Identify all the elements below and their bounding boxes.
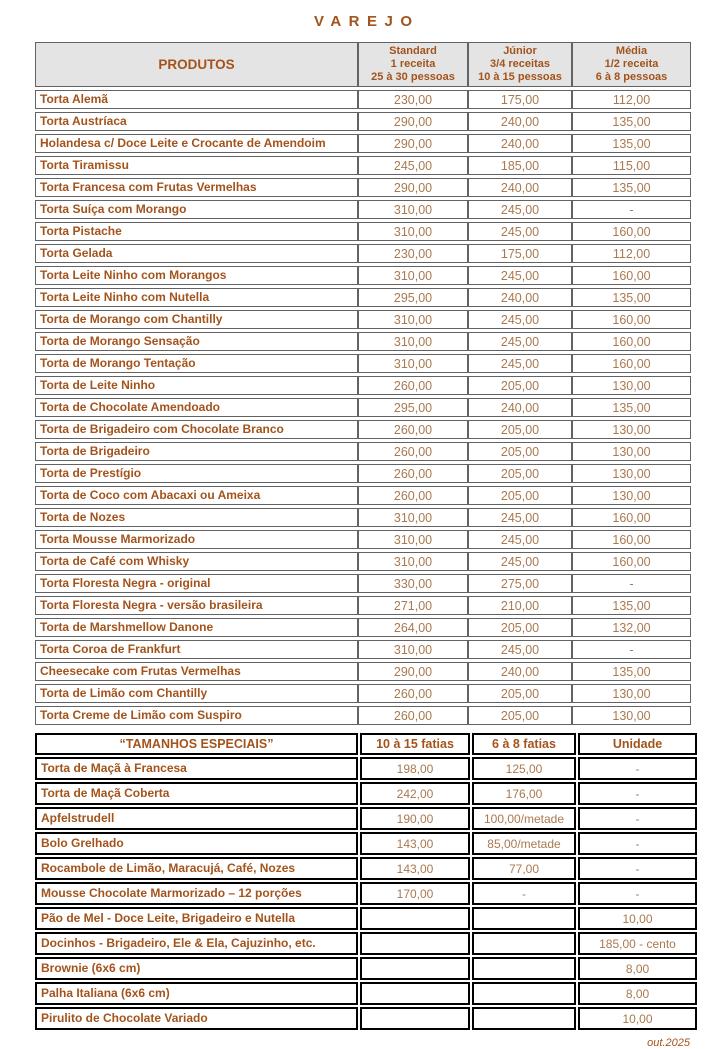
price-cell: 160,00	[572, 552, 691, 571]
price-cell: 85,00/metade	[472, 832, 576, 855]
column-recipe: 1 receita	[390, 58, 436, 70]
product-name-cell: Torta Creme de Limão com Suspiro	[35, 706, 358, 725]
product-row	[35, 552, 691, 571]
price-cell: 310,00	[358, 332, 468, 351]
price-cell: 205,00	[468, 464, 572, 483]
price-cell	[472, 982, 576, 1005]
column-title: Júnior	[503, 45, 537, 57]
price-cell: 240,00	[468, 178, 572, 197]
price-cell: 130,00	[572, 376, 691, 395]
price-cell: 310,00	[358, 354, 468, 373]
product-row	[35, 782, 697, 805]
price-cell: 290,00	[358, 134, 468, 153]
price-cell	[360, 982, 470, 1005]
price-cell: 205,00	[468, 706, 572, 725]
price-cell: 260,00	[358, 706, 468, 725]
junior-column-header	[468, 42, 572, 87]
price-cell: 112,00	[572, 244, 691, 263]
product-name-cell: Torta Pistache	[35, 222, 358, 241]
product-name-cell: Torta de Café com Whisky	[35, 552, 358, 571]
product-row	[35, 486, 691, 505]
price-cell: -	[578, 882, 697, 905]
special-sizes-title: “TAMANHOS ESPECIAIS”	[35, 733, 358, 755]
price-cell: -	[578, 782, 697, 805]
product-row	[35, 508, 691, 527]
price-cell: 295,00	[358, 398, 468, 417]
price-cell: 205,00	[468, 684, 572, 703]
unidade-column-header: Unidade	[578, 733, 697, 755]
price-cell: 245,00	[468, 222, 572, 241]
price-cell: 245,00	[468, 508, 572, 527]
price-cell: 135,00	[572, 596, 691, 615]
product-name-cell: Pirulito de Chocolate Variado	[35, 1007, 358, 1030]
price-cell: 240,00	[468, 134, 572, 153]
product-row	[35, 266, 691, 285]
price-cell: 230,00	[358, 90, 468, 109]
price-cell: 143,00	[360, 857, 470, 880]
price-cell: 130,00	[572, 706, 691, 725]
fatias-10-15-column-header: 10 à 15 fatias	[360, 733, 470, 755]
price-cell: 190,00	[360, 807, 470, 830]
price-cell: 143,00	[360, 832, 470, 855]
product-name-cell: Torta Leite Ninho com Nutella	[35, 288, 358, 307]
price-cell: 240,00	[468, 288, 572, 307]
product-row	[35, 1007, 697, 1030]
product-name-cell: Torta de Morango Sensação	[35, 332, 358, 351]
price-cell: 245,00	[468, 310, 572, 329]
price-cell: 185,00	[468, 156, 572, 175]
price-cell: 310,00	[358, 200, 468, 219]
price-cell: 245,00	[358, 156, 468, 175]
price-cell: 290,00	[358, 662, 468, 681]
price-cell: 245,00	[468, 354, 572, 373]
price-cell	[472, 957, 576, 980]
product-name-cell: Palha Italiana (6x6 cm)	[35, 982, 358, 1005]
price-cell	[360, 1007, 470, 1030]
price-cell: 310,00	[358, 640, 468, 659]
product-row	[35, 684, 691, 703]
price-cell: 310,00	[358, 266, 468, 285]
product-name-cell: Torta Suíça com Morango	[35, 200, 358, 219]
price-cell: 205,00	[468, 376, 572, 395]
price-cell: 260,00	[358, 684, 468, 703]
price-cell: -	[578, 857, 697, 880]
product-name-cell: Docinhos - Brigadeiro, Ele & Ela, Cajuzinho, etc.	[35, 932, 358, 955]
product-name-cell: Torta Floresta Negra - versão brasileira	[35, 596, 358, 615]
price-cell: -	[572, 574, 691, 593]
price-cell: 130,00	[572, 420, 691, 439]
product-name-cell: Torta de Leite Ninho	[35, 376, 358, 395]
price-cell: 245,00	[468, 266, 572, 285]
price-cell: 310,00	[358, 530, 468, 549]
price-cell: 240,00	[468, 112, 572, 131]
product-row	[35, 112, 691, 131]
column-recipe: 3/4 receitas	[490, 58, 550, 70]
price-cell: 135,00	[572, 398, 691, 417]
product-row	[35, 662, 691, 681]
price-cell: -	[472, 882, 576, 905]
product-name-cell: Torta Tiramissu	[35, 156, 358, 175]
price-cell: 8,00	[578, 982, 697, 1005]
price-cell: 264,00	[358, 618, 468, 637]
price-cell: 310,00	[358, 222, 468, 241]
products-column-header: PRODUTOS	[35, 42, 358, 87]
product-name-cell: Torta Gelada	[35, 244, 358, 263]
standard-column-header	[358, 42, 468, 87]
product-name-cell: Torta de Prestígio	[35, 464, 358, 483]
product-name-cell: Torta Mousse Marmorizado	[35, 530, 358, 549]
price-cell: 125,00	[472, 757, 576, 780]
product-row	[35, 222, 691, 241]
retail-price-table	[35, 39, 691, 728]
price-cell: 130,00	[572, 684, 691, 703]
special-table-body	[35, 757, 697, 1030]
price-cell: 160,00	[572, 310, 691, 329]
retail-table-body	[35, 90, 691, 725]
price-cell: 176,00	[472, 782, 576, 805]
price-cell: 115,00	[572, 156, 691, 175]
product-name-cell: Torta Leite Ninho com Morangos	[35, 266, 358, 285]
price-cell: 310,00	[358, 508, 468, 527]
column-title: Standard	[389, 45, 437, 57]
product-row	[35, 574, 691, 593]
price-cell: 260,00	[358, 376, 468, 395]
price-cell: 135,00	[572, 178, 691, 197]
product-name-cell: Pão de Mel - Doce Leite, Brigadeiro e Nutella	[35, 907, 358, 930]
price-cell: 130,00	[572, 442, 691, 461]
price-cell: 295,00	[358, 288, 468, 307]
price-cell: 290,00	[358, 178, 468, 197]
price-cell: 245,00	[468, 530, 572, 549]
product-row	[35, 376, 691, 395]
price-cell: 290,00	[358, 112, 468, 131]
price-cell: 245,00	[468, 640, 572, 659]
product-row	[35, 907, 697, 930]
price-cell: -	[578, 757, 697, 780]
price-cell: 240,00	[468, 662, 572, 681]
product-name-cell: Torta Francesa com Frutas Vermelhas	[35, 178, 358, 197]
product-row	[35, 156, 691, 175]
price-cell: 210,00	[468, 596, 572, 615]
price-cell: 160,00	[572, 332, 691, 351]
product-row	[35, 640, 691, 659]
price-cell: 112,00	[572, 90, 691, 109]
product-row	[35, 442, 691, 461]
price-cell: 10,00	[578, 1007, 697, 1030]
product-name-cell: Torta de Chocolate Amendoado	[35, 398, 358, 417]
product-name-cell: Brownie (6x6 cm)	[35, 957, 358, 980]
price-cell: 240,00	[468, 398, 572, 417]
product-row	[35, 178, 691, 197]
price-cell: 260,00	[358, 442, 468, 461]
product-row	[35, 807, 697, 830]
price-cell: 132,00	[572, 618, 691, 637]
price-cell: 260,00	[358, 464, 468, 483]
column-recipe: 1/2 receita	[604, 58, 659, 70]
product-name-cell: Torta de Morango Tentação	[35, 354, 358, 373]
price-cell: 198,00	[360, 757, 470, 780]
price-cell	[360, 932, 470, 955]
price-cell	[472, 1007, 576, 1030]
price-cell	[472, 907, 576, 930]
column-serves: 25 à 30 pessoas	[371, 71, 455, 83]
price-cell: -	[572, 200, 691, 219]
price-cell: 8,00	[578, 957, 697, 980]
price-cell: 310,00	[358, 552, 468, 571]
price-cell: -	[578, 807, 697, 830]
special-header-row	[35, 733, 697, 755]
product-row	[35, 134, 691, 153]
product-row	[35, 464, 691, 483]
product-row	[35, 354, 691, 373]
product-name-cell: Mousse Chocolate Marmorizado – 12 porções	[35, 882, 358, 905]
price-cell: 160,00	[572, 530, 691, 549]
price-cell: 100,00/metade	[472, 807, 576, 830]
product-name-cell: Torta Floresta Negra - original	[35, 574, 358, 593]
price-cell: 160,00	[572, 266, 691, 285]
product-row	[35, 244, 691, 263]
price-cell: 260,00	[358, 420, 468, 439]
price-cell: 205,00	[468, 486, 572, 505]
product-row	[35, 882, 697, 905]
price-cell: 330,00	[358, 574, 468, 593]
product-row	[35, 832, 697, 855]
product-row	[35, 596, 691, 615]
price-cell	[360, 907, 470, 930]
product-name-cell: Torta Coroa de Frankfurt	[35, 640, 358, 659]
product-row	[35, 200, 691, 219]
price-cell	[360, 957, 470, 980]
price-cell: 135,00	[572, 134, 691, 153]
price-cell: 245,00	[468, 332, 572, 351]
product-row	[35, 932, 697, 955]
price-cell: 175,00	[468, 90, 572, 109]
product-name-cell: Torta de Maçã Coberta	[35, 782, 358, 805]
price-cell: 160,00	[572, 354, 691, 373]
price-cell: 205,00	[468, 442, 572, 461]
product-name-cell: Torta de Coco com Abacaxi ou Ameixa	[35, 486, 358, 505]
price-cell: 205,00	[468, 420, 572, 439]
price-cell: 245,00	[468, 200, 572, 219]
price-cell: 271,00	[358, 596, 468, 615]
product-row	[35, 310, 691, 329]
footer-date: out.2025	[647, 1037, 690, 1049]
retail-header-row	[35, 42, 691, 87]
price-cell: 130,00	[572, 464, 691, 483]
product-name-cell: Torta de Morango com Chantilly	[35, 310, 358, 329]
page-title: VAREJO	[313, 13, 420, 30]
price-cell: 160,00	[572, 508, 691, 527]
product-row	[35, 90, 691, 109]
product-name-cell: Torta de Marshmellow Danone	[35, 618, 358, 637]
price-cell: 260,00	[358, 486, 468, 505]
price-cell: -	[572, 640, 691, 659]
fatias-6-8-column-header: 6 à 8 fatias	[472, 733, 576, 755]
product-row	[35, 982, 697, 1005]
price-cell: 230,00	[358, 244, 468, 263]
price-cell: 77,00	[472, 857, 576, 880]
product-row	[35, 757, 697, 780]
special-sizes-table	[33, 731, 699, 1032]
product-row	[35, 706, 691, 725]
price-cell: 170,00	[360, 882, 470, 905]
product-name-cell: Torta de Maçã à Francesa	[35, 757, 358, 780]
price-cell: 10,00	[578, 907, 697, 930]
price-cell: 242,00	[360, 782, 470, 805]
product-name-cell: Torta Austríaca	[35, 112, 358, 131]
price-cell: 130,00	[572, 486, 691, 505]
price-cell: 175,00	[468, 244, 572, 263]
product-name-cell: Rocambole de Limão, Maracujá, Café, Nozes	[35, 857, 358, 880]
column-serves: 6 à 8 pessoas	[595, 71, 668, 83]
product-row	[35, 857, 697, 880]
product-name-cell: Apfelstrudell	[35, 807, 358, 830]
price-cell: 205,00	[468, 618, 572, 637]
product-row	[35, 530, 691, 549]
column-serves: 10 à 15 pessoas	[478, 71, 562, 83]
product-name-cell: Bolo Grelhado	[35, 832, 358, 855]
product-name-cell: Torta de Nozes	[35, 508, 358, 527]
price-cell: 275,00	[468, 574, 572, 593]
product-name-cell: Torta de Limão com Chantilly	[35, 684, 358, 703]
product-name-cell: Torta de Brigadeiro	[35, 442, 358, 461]
product-name-cell: Torta de Brigadeiro com Chocolate Branco	[35, 420, 358, 439]
price-cell: -	[578, 832, 697, 855]
product-row	[35, 288, 691, 307]
product-row	[35, 618, 691, 637]
price-cell: 135,00	[572, 662, 691, 681]
media-column-header	[572, 42, 691, 87]
price-cell: 160,00	[572, 222, 691, 241]
price-cell: 185,00 - cento	[578, 932, 697, 955]
product-row	[35, 957, 697, 980]
product-name-cell: Holandesa c/ Doce Leite e Crocante de Amendoim	[35, 134, 358, 153]
price-cell: 135,00	[572, 112, 691, 131]
product-row	[35, 332, 691, 351]
product-row	[35, 398, 691, 417]
price-cell: 135,00	[572, 288, 691, 307]
price-cell: 310,00	[358, 310, 468, 329]
price-cell: 245,00	[468, 552, 572, 571]
product-name-cell: Cheesecake com Frutas Vermelhas	[35, 662, 358, 681]
column-title: Média	[615, 45, 648, 57]
product-row	[35, 420, 691, 439]
product-name-cell: Torta Alemã	[35, 90, 358, 109]
price-cell	[472, 932, 576, 955]
